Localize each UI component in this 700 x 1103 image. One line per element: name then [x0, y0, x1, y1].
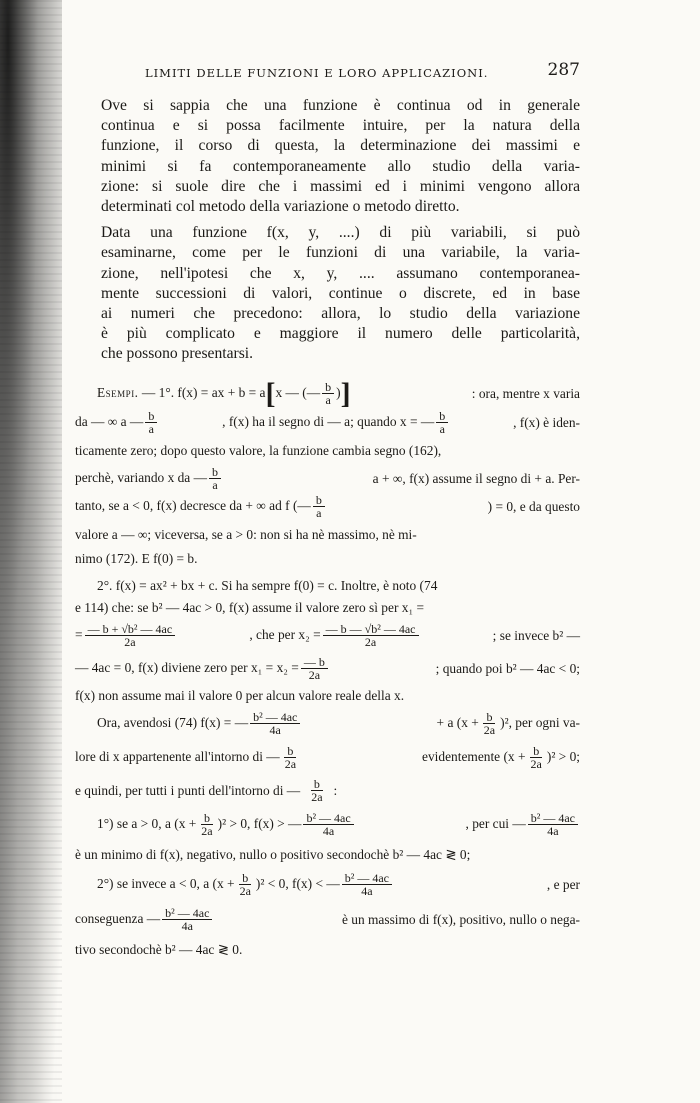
equation-text: )² > 0, f(x) > —: [217, 815, 302, 831]
equation-text: ) = 0, e da questo: [487, 498, 580, 514]
equation-text: conseguenza —: [75, 910, 161, 926]
equation-text: x — (—: [275, 384, 321, 400]
example-2-line-1: [75, 575, 580, 597]
fraction: [313, 494, 325, 520]
equation-text: 2°. f(x) = ax² + bx + c. Si ha sempre f(0) = c. Inoltre, è noto (74: [97, 577, 438, 593]
page-number: 287: [547, 60, 580, 80]
fraction-numerator: b² — 4ac: [162, 907, 212, 921]
fraction: [198, 812, 215, 838]
equation-text: : ora, mentre x varia: [471, 385, 580, 401]
text-line: funzione, il corso di questa, la determinazione dei massimi e: [101, 137, 580, 155]
running-title: LIMITI DELLE FUNZIONI E LORO APPLICAZIONI.: [145, 66, 489, 80]
fraction-denominator: 4a: [361, 884, 373, 899]
equation-text: è un minimo di f(x), negativo, nullo o positivo secondochè b² — 4ac ≷ 0;: [75, 846, 471, 862]
fraction: [145, 410, 157, 436]
fraction: [282, 745, 299, 771]
equation-text: =: [75, 626, 83, 642]
fraction: [250, 711, 300, 737]
fraction: [528, 812, 578, 838]
fraction-denominator: 2a: [311, 790, 323, 805]
equation-text: , f(x) è iden-: [513, 414, 580, 430]
fraction-denominator: 2a: [530, 757, 542, 772]
book-binding-shadow: [0, 0, 62, 1103]
text-line: determinati col metodo della variazione o metodo diretto.: [101, 198, 460, 216]
text-line: ai numeri che precedono: allora, lo studio della variazione: [101, 305, 580, 323]
equation-text: e quindi, per tutti i punti dell'intorno di —: [75, 782, 301, 798]
equation-text: — 4ac = 0, f(x) diviene zero per x₁ = x₂ =: [75, 659, 299, 675]
text-line: zione, nell'ipotesi che x, y, .... assumano contemporanea-: [101, 264, 580, 282]
fraction: [322, 381, 334, 407]
fraction-denominator: 2a: [364, 635, 377, 650]
fraction-numerator: — b — √b² — 4ac: [323, 623, 419, 637]
case-2-line-2: [75, 903, 580, 937]
example-2-line-5: [75, 685, 580, 707]
example-2-line-2: [75, 597, 580, 619]
fraction-denominator: a: [325, 393, 331, 408]
fraction: [481, 711, 498, 737]
fraction-numerator: — b + √b² — 4ac: [85, 623, 176, 637]
fraction-denominator: 2a: [483, 723, 496, 738]
equation-text: )² > 0;: [546, 748, 580, 764]
examples-label: Esempi.: [97, 384, 139, 400]
equation-text: 2°) se invece a < 0, a (x +: [97, 875, 235, 891]
equation-text: è un massimo di f(x), positivo, nullo o nega-: [341, 911, 580, 927]
fraction-denominator: 4a: [269, 723, 281, 738]
fraction-numerator: b: [145, 410, 157, 424]
fraction-numerator: b: [284, 745, 296, 759]
fraction-denominator: a: [439, 422, 445, 437]
fraction: [162, 907, 212, 933]
text-line: Ove si sappia che una funzione è continua od in generale: [101, 97, 580, 114]
fraction-numerator: — b: [301, 656, 328, 670]
fraction: [303, 812, 353, 838]
text-line: è più complicato e maggiore il numero delle particolarità,: [101, 325, 580, 343]
equation-text: Ora, avendosi (74) f(x) = —: [97, 714, 249, 730]
example-1-line-4: [75, 465, 580, 493]
equation-text: tivo secondochè b² — 4ac ≷ 0.: [75, 941, 243, 957]
fraction-denominator: 2a: [201, 824, 213, 839]
equation-text: — 1°. f(x) = ax + b = a: [141, 384, 266, 400]
examples-section: [75, 376, 580, 963]
case-1-line-2: [75, 843, 580, 867]
equation-text: , e per: [546, 876, 580, 892]
example-2-line-8: [75, 775, 580, 807]
fraction-numerator: b² — 4ac: [528, 812, 578, 826]
text-line: mente successioni di valori, continue o discrete, ed in base: [101, 284, 580, 302]
paragraph-several-variables: [75, 223, 580, 364]
fraction-denominator: a: [148, 422, 154, 437]
text-line: esaminarne, come per le funzioni di una variabile, la varia-: [101, 244, 580, 262]
page-header: [75, 58, 580, 88]
equation-text: , che per x₂ =: [249, 626, 321, 642]
case-2-line-3: [75, 937, 580, 963]
example-1-line-2: [75, 409, 580, 437]
equation-text: e 114) che: se b² — 4ac > 0, f(x) assume il valore zero sì per x₁ =: [75, 599, 425, 615]
fraction: [301, 656, 328, 682]
equation-text: lore di x appartenente all'intorno di —: [75, 748, 280, 764]
equation-text: a + ∞, f(x) assume il segno di + a. Per-: [372, 470, 580, 486]
text-line: minimi si fa contemporaneamente allo studio della varia-: [101, 157, 580, 175]
equation-text: nimo (172). E f(0) = b.: [75, 550, 198, 566]
example-1-line-5: [75, 493, 580, 521]
example-1-line-7: [75, 549, 580, 569]
fraction-denominator: 4a: [547, 824, 559, 839]
fraction-numerator: b: [313, 494, 325, 508]
book-page: [75, 58, 580, 963]
fraction: [209, 466, 221, 492]
fraction-denominator: 4a: [322, 824, 335, 839]
fraction: [85, 623, 176, 649]
equation-text: valore a — ∞; viceversa, se a > 0: non si ha nè massimo, nè mi-: [75, 526, 417, 542]
fraction-numerator: b: [483, 711, 495, 725]
text-line: zione: si suole dire che i massimi ed i minimi vengono allora: [101, 177, 580, 195]
equation-text: )², per ogni va-: [500, 714, 580, 730]
fraction: [323, 623, 419, 649]
fraction-denominator: 2a: [308, 668, 321, 683]
equation-text: ; se invece b² —: [492, 627, 580, 643]
fraction-numerator: b: [530, 745, 542, 759]
fraction-denominator: 2a: [239, 884, 251, 899]
fraction-numerator: b² — 4ac: [250, 711, 300, 725]
fraction: [342, 872, 392, 898]
fraction: [528, 745, 545, 771]
fraction-numerator: b: [201, 812, 213, 826]
bracket-open: [: [265, 376, 276, 410]
case-2-line-1: [75, 867, 580, 903]
fraction: [237, 872, 254, 898]
fraction-numerator: b: [239, 872, 251, 886]
fraction-numerator: b: [322, 381, 334, 395]
fraction-numerator: b: [209, 466, 221, 480]
equation-text: :: [333, 782, 338, 798]
fraction-numerator: b: [311, 778, 323, 792]
example-1-line-3: [75, 437, 580, 465]
fraction-denominator: a: [212, 478, 218, 493]
equation-text: )² < 0, f(x) < —: [255, 875, 340, 891]
text-line: che possono presentarsi.: [101, 345, 254, 363]
equation-text: + a (x +: [436, 714, 479, 730]
example-2-line-6: [75, 707, 580, 741]
text-line: Data una funzione f(x, y, ....) di più variabili, si può: [101, 224, 580, 242]
example-2-line-7: [75, 741, 580, 775]
equation-text: ): [336, 384, 341, 400]
bracket-close: ]: [340, 376, 351, 410]
fraction-numerator: b² — 4ac: [342, 872, 392, 886]
equation-text: tanto, se a < 0, f(x) decresce da + ∞ ad f (—: [75, 497, 311, 513]
fraction-denominator: 4a: [181, 919, 193, 934]
example-1-line-6: [75, 521, 580, 549]
equation-text: , f(x) ha il segno di — a; quando x = —: [222, 413, 435, 429]
fraction-denominator: 2a: [124, 635, 136, 650]
equation-text: ; quando poi b² — 4ac < 0;: [435, 660, 580, 676]
equation-text: perchè, variando x da —: [75, 469, 207, 485]
equation-text: 1°) se a > 0, a (x +: [97, 815, 197, 831]
equation-text: ticamente zero; dopo questo valore, la funzione cambia segno (162),: [75, 442, 442, 458]
fraction-denominator: 2a: [284, 757, 297, 772]
fraction-denominator: a: [316, 506, 322, 521]
equation-text: da — ∞ a —: [75, 413, 144, 429]
example-2-line-4: [75, 653, 580, 685]
fraction: [436, 410, 448, 436]
example-2-line-3: [75, 619, 580, 653]
equation-text: f(x) non assume mai il valore 0 per alcun valore reale della x.: [75, 687, 405, 703]
equation-text: evidentemente (x +: [422, 748, 526, 764]
fraction: [308, 778, 325, 804]
fraction-numerator: b: [436, 410, 448, 424]
example-1-line-1: [75, 376, 580, 410]
equation-text: , per cui —: [465, 815, 526, 831]
text-line: continua e si possa facilmente intuire, per la natura della: [101, 117, 580, 135]
fraction-numerator: b² — 4ac: [303, 812, 353, 826]
paragraph-direct-method: [75, 96, 580, 217]
case-1-line-1: [75, 807, 580, 843]
